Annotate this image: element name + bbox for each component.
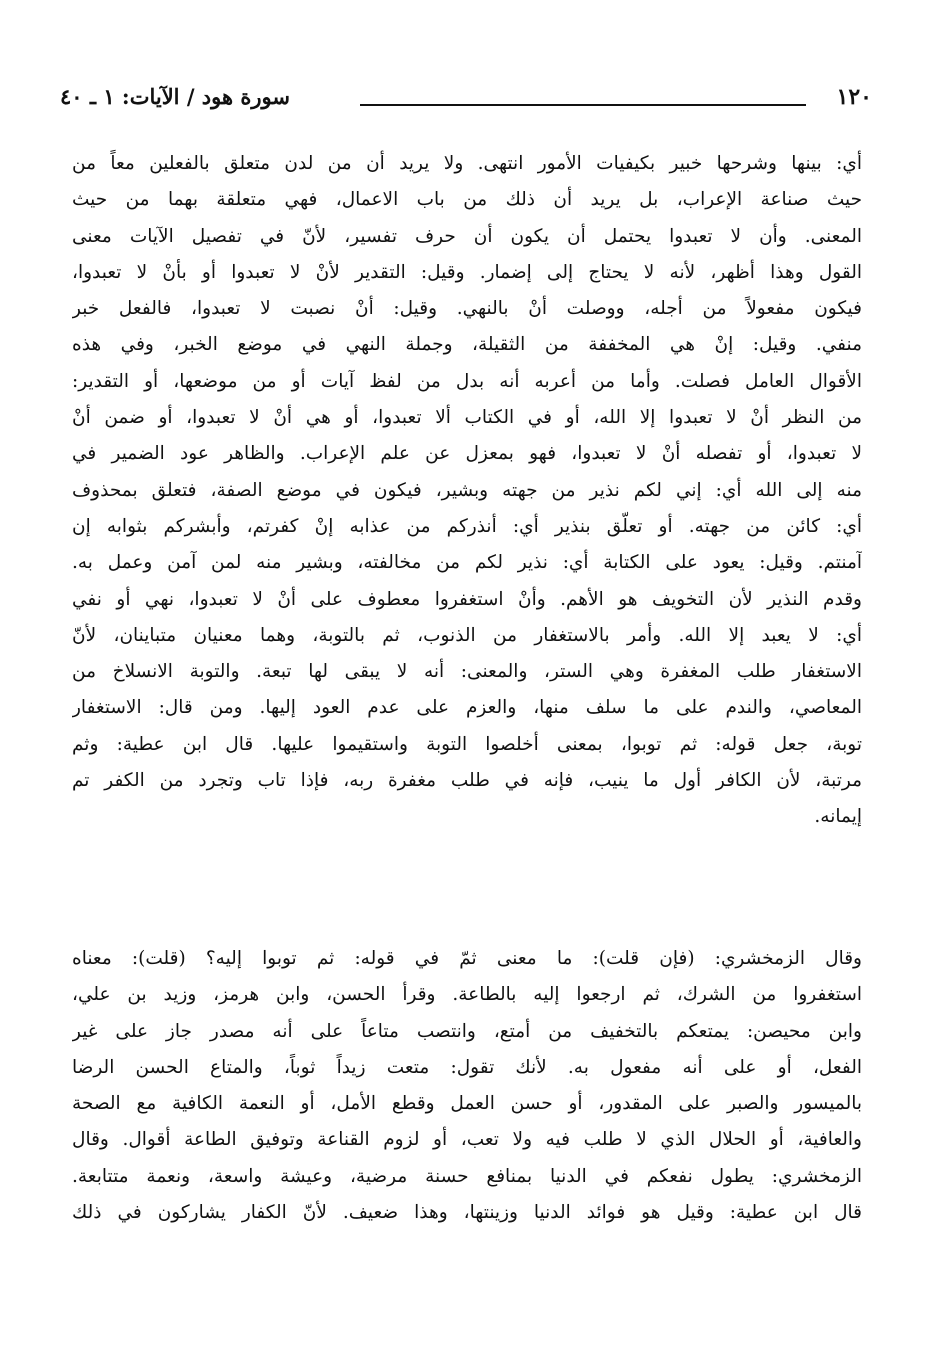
running-title: سورة هود / الآيات: ١ ـ ٤٠ (60, 84, 290, 109)
text-line: الفعل، أو على أنه مفعول به. لأنك تقول: متعت زيداً ثوباً، والمتاع الحسن الرضا (72, 1056, 862, 1078)
text-line: منفي. وقيل: إنْ هي المخففة من الثقيلة، وجملة النهي في موضع الخبر، وفي هذه (72, 334, 862, 356)
text-line: وقدم النذير لأن التخويف هو الأهم. وأنْ استغفروا معطوف على أنْ لا تعبدوا، نهي أو نفي (72, 588, 862, 610)
header-rule (360, 104, 806, 106)
paragraph-1 (72, 146, 862, 836)
text-line: آمنتم. وقيل: يعود على الكتابة أي: نذير لكم من مخالفته، وبشير منه لمن آمن وعمل به. (72, 552, 862, 574)
text-line: لا تعبدوا، أو تفصله أنْ لا تعبدوا، فهو بمعزل عن علم الإعراب. والظاهر عود الضمير في (72, 443, 862, 465)
text-line: الاستغفار طلب المغفرة وهي الستر، والمعنى: أنه لا يبقى لها تبعة. والتوبة الانسلاخ من (72, 661, 862, 683)
text-line: استغفروا من الشرك، ثم ارجعوا إليه بالطاعة. وقرأ الحسن، وابن هرمز، وزيد بن علي، (72, 984, 862, 1006)
page-number: ١٢٠ (836, 84, 872, 110)
text-line: والعافية، أو الحلال الذي لا طلب فيه ولا تعب، أو لزوم القناعة وتوفيق الطاعة أقوال. وقال (72, 1129, 862, 1151)
text-line: قال ابن عطية: وقيل هو فوائد الدنيا وزينتها، وهذا ضعيف. لأنّ الكفار يشاركون في ذلك (72, 1202, 862, 1224)
paragraph-2 (72, 941, 862, 1231)
text-line: بالميسور والصبر على المقدور، أو حسن العمل وقطع الأمل، أو النعمة الكافية مع الصحة (72, 1093, 862, 1115)
text-line: القول وهذا أظهر، لأنه لا يحتاج إلى إضمار. وقيل: التقدير لأنْ لا تعبدوا أو بأنْ لا تعبدوا، (72, 261, 862, 283)
text-line: المعاصي، والندم على ما سلف منها، والعزم على عدم العود إليها. ومن قال: الاستغفار (72, 697, 862, 719)
text-line: من النظر أنْ لا تعبدوا إلا الله، أو في الكتاب ألا تعبدوا، أو هي أنْ لا تعبدوا، أو ضمن أنْ (72, 407, 862, 429)
text-line: الأقوال العامل فصلت. وأما من أعربه أنه بدل من لفظ آيات أو من موضعها، أو التقدير: (72, 370, 862, 392)
text-line: أي: كائن من جهته. أو تعلّق بنذير أي: أنذركم من عذابه إنْ كفرتم، وأبشركم بثوابه إن (72, 515, 862, 537)
text-line: توبة، جعل قوله: ثم توبوا، بمعنى أخلصوا التوبة واستقيموا عليها. قال ابن عطية: وثم (72, 733, 862, 755)
text-line: إيمانه. (814, 806, 862, 828)
text-line: وقال الزمخشري: (فإن قلت): ما معنى ثمّ في قوله: ثم توبوا إليه؟ (قلت): معناه (72, 948, 862, 969)
text-line: منه إلى الله أي: إني لكم نذير من جهته وبشير، فيكون في موضع الصفة، فتعلق بمحذوف (72, 479, 862, 501)
text-line: مرتبة، لأن الكافر أول ما ينيب، فإنه في طلب مغفرة ربه، فإذا تاب وتجرد من الكفر تم (72, 770, 862, 792)
text-line: فيكون مفعولاً من أجله، ووصلت أنْ بالنهي. وقيل: أنْ نصبت لا تعبدوا، فالفعل خبر (72, 298, 862, 320)
running-header (60, 82, 872, 116)
text-line: حيث صناعة الإعراب، بل يريد أن ذلك من باب الاعمال، فهي متعلقة بهما من حيث (72, 189, 862, 211)
text-line: أي: لا يعبد إلا الله. وأمر بالاستغفار من الذنوب، ثم بالتوبة، وهما معنيان متباينان، لأنّ (72, 624, 862, 646)
text-line: وابن محيصن: يمتعكم بالتخفيف من أمتع، وانتصب متاعاً على أنه مصدر جاز على غير (72, 1020, 862, 1042)
text-line: أي: بينها وشرحها خبير بكيفيات الأمور انتهى. ولا يريد أن من لدن متعلق بالفعلين معاً من (72, 153, 862, 174)
text-line: الزمخشري: يطول نفعكم في الدنيا بمنافع حسنة مرضية، وعيشة واسعة، ونعمة متتابعة. (72, 1165, 862, 1187)
text-line: المعنى. وأن لا تعبدوا يحتمل أن يكون أن حرف تفسير، لأنّ في تفصيل الآيات معنى (72, 225, 862, 247)
